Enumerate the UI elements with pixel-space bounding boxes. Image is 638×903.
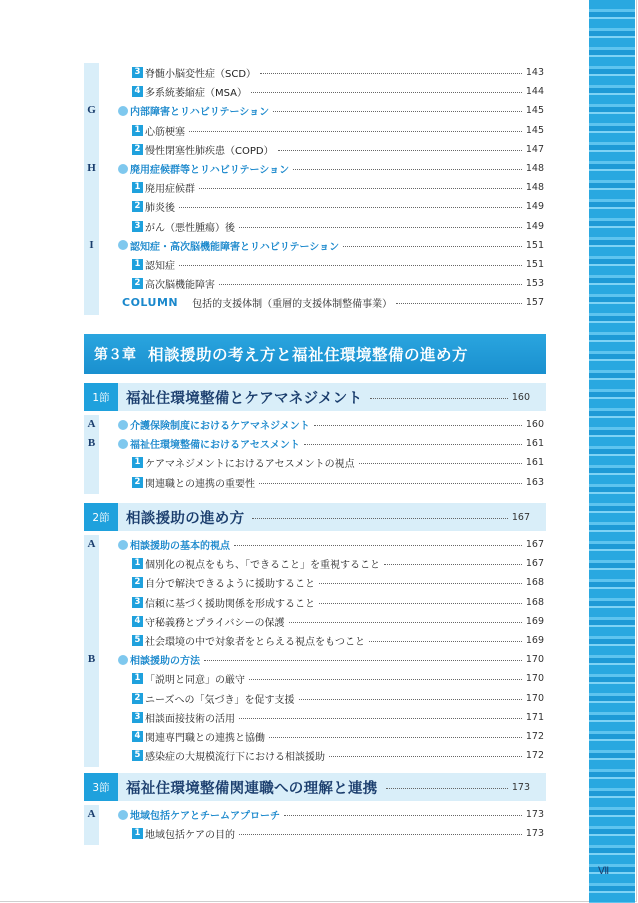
item-number-badge: 1 [132,457,143,468]
toc-item-title: 相談面接技術の活用 [145,713,235,725]
item-number-badge: 1 [132,673,143,684]
page-number: 168 [525,577,544,589]
item-number-badge: 2 [132,201,143,212]
toc-item-title: 信頼に基づく援助関係を形成すること [145,598,315,610]
toc-item-row[interactable] [132,554,544,573]
section-letter: A [87,808,96,820]
toc-item-row[interactable] [132,473,544,492]
page-number: 160 [511,391,530,403]
dot-leader [239,718,522,719]
chapter-banner[interactable] [84,334,546,374]
page-number: 171 [525,711,544,723]
dot-leader [289,622,522,623]
page-folio: Ⅶ [598,866,610,877]
toc-section-row[interactable] [118,434,544,453]
dot-leader [189,131,522,132]
toc-item-title: 自分で解決できるように援助すること [145,579,315,591]
toc-item-row[interactable] [132,669,544,688]
item-number-badge: 3 [132,221,143,232]
toc-item-title: 関連職との連携の重要性 [145,478,255,490]
toc-item-row[interactable] [132,121,544,140]
dot-leader [396,303,522,304]
setsu-title: 福祉住環境整備とケアマネジメント [126,390,363,407]
page-number: 172 [525,750,544,762]
item-number-badge: 5 [132,750,143,761]
toc-section-title: 介護保険制度におけるケアマネジメント [130,421,310,432]
section-bullet-icon [118,420,128,430]
toc-item-title: がん（悪性腫瘍）後 [145,222,235,234]
toc-item-title: 守秘義務とプライバシーの保護 [145,617,285,629]
dot-leader [179,265,522,266]
dot-leader [319,583,522,584]
section-letter: A [87,418,96,430]
item-number-badge: 1 [132,558,143,569]
column-label: COLUMN [122,296,179,310]
dot-leader [386,788,508,789]
section-letter: B [87,437,96,450]
item-number-badge: 4 [132,616,143,627]
toc-item-title: 高次脳機能障害 [145,280,215,292]
chapter-number: 第３章 [94,347,136,363]
setsu-number: 2節 [84,503,118,531]
dot-leader [260,73,522,74]
toc-item-title: 多系統萎縮症（MSA） [145,88,248,100]
side-stripe [589,0,635,903]
page-number: 172 [525,731,544,742]
page-number: 167 [525,558,544,570]
page-number: 147 [525,143,544,155]
toc-section-title: 福祉住環境整備におけるアセスメント [130,440,300,452]
toc-item-row[interactable] [132,82,544,101]
page-number: 151 [525,239,544,251]
toc-section-row[interactable] [118,101,544,120]
toc-item-row[interactable] [132,746,544,765]
toc-item-title: 心筋梗塞 [145,126,185,138]
page-number: 149 [525,220,544,232]
toc-item-row[interactable] [132,197,544,216]
toc-item-title: 慢性閉塞性肺疾患（COPD） [145,145,274,157]
setsu-number: 3節 [84,773,118,801]
page-number: 170 [525,692,544,704]
item-number-badge: 4 [132,731,143,742]
toc-item-row[interactable] [132,824,544,843]
section-letter-column [84,63,99,315]
dot-leader [234,545,522,546]
section-bullet-icon [118,810,128,820]
section-bullet-icon [118,164,128,174]
page-number: 144 [525,86,544,98]
item-number-badge: 3 [132,712,143,723]
page-number: 145 [525,105,544,117]
item-number-badge: 2 [132,278,143,289]
toc-item-title: 脊髄小脳変性症（SCD） [145,69,257,80]
dot-leader [239,227,522,228]
dot-leader [369,641,522,642]
page-number: 173 [511,781,530,793]
dot-leader [269,737,522,738]
item-number-badge: 4 [132,86,143,97]
item-number-badge: 2 [132,577,143,588]
toc-item-title: 社会環境の中で対象者をとらえる視点をもつこと [145,637,365,648]
page-number: 170 [525,654,544,666]
page-number: 163 [525,476,544,488]
setsu-header[interactable] [84,773,546,801]
dot-leader [384,564,522,565]
toc-section-title: 内部障害とリハビリテーション [130,107,270,119]
section-bullet-icon [118,240,128,250]
toc-item-row[interactable] [132,727,544,746]
toc-section-title: 廃用症候群等とリハビリテーション [130,165,290,176]
dot-leader [199,188,522,189]
dot-leader [204,660,522,661]
page-number: 170 [525,673,544,685]
page-number: 160 [525,419,544,430]
page-number: 153 [525,278,544,290]
dot-leader [284,815,522,816]
toc-item-title: 個別化の視点をもち、「できること」を重視すること [145,560,380,572]
column-title: 包括的支援体制（重層的支援体制整備事業） [192,299,393,311]
setsu-title: 福祉住環境整備関連職への理解と連携 [126,780,378,797]
page-number: 161 [525,438,544,450]
page-number: 148 [525,163,544,174]
item-number-badge: 3 [132,597,143,608]
toc-item-row[interactable] [132,274,544,293]
item-number-badge: 1 [132,125,143,136]
page-number: 157 [525,297,544,309]
page-number: 143 [525,67,544,78]
chapter-title: 相談援助の考え方と福祉住環境整備の進め方 [148,346,469,364]
dot-leader [370,398,507,399]
section-letter-column [84,535,99,767]
toc-section-title: 地域包括ケアとチームアプローチ [130,811,280,822]
setsu-header[interactable] [84,503,546,531]
toc-item-title: 廃用症候群 [145,184,195,196]
toc-item-title: 肺炎後 [145,203,175,215]
section-letter: B [87,653,96,666]
setsu-header[interactable] [84,383,546,411]
dot-leader [273,111,522,112]
section-letter: G [87,104,96,117]
page-number: 161 [525,457,544,469]
toc-item-title: 認知症 [145,261,175,272]
setsu-title: 相談援助の進め方 [126,510,245,527]
toc-item-row[interactable] [132,255,544,274]
page-number: 173 [525,809,544,820]
dot-leader [278,150,522,151]
item-number-badge: 2 [132,693,143,704]
section-bullet-icon [118,439,128,449]
page-number: 167 [525,539,544,550]
item-number-badge: 5 [132,635,143,646]
section-letter: I [89,238,94,251]
toc-section-title: 認知症・高次脳機能障害とリハビリテーション [130,241,340,253]
toc-item-row[interactable] [132,140,544,159]
section-bullet-icon [118,655,128,665]
toc-item-title: 感染症の大規模流行下における相談援助 [145,752,325,764]
dot-leader [249,679,522,680]
page-number: 148 [525,182,544,194]
toc-item-title: ニーズへの「気づき」を促す支援 [145,694,295,706]
section-bullet-icon [118,106,128,116]
toc-section-title: 相談援助の方法 [130,656,200,668]
toc-item-title: ケアマネジメントにおけるアセスメントの視点 [145,459,355,471]
setsu-number: 1節 [84,383,118,411]
toc-item-title: 関連専門職との連携と協働 [145,733,265,744]
section-bullet-icon [118,540,128,550]
dot-leader [314,425,522,426]
dot-leader [251,92,522,93]
toc-item-row[interactable] [132,593,544,612]
item-number-badge: 1 [132,182,143,193]
toc-item-row[interactable] [132,63,544,82]
dot-leader [343,246,522,247]
dot-leader [259,483,522,484]
dot-leader [219,284,522,285]
toc-section-row[interactable] [118,535,544,554]
item-number-badge: 2 [132,144,143,155]
toc-section-row[interactable] [118,159,544,178]
page-number: 169 [525,615,544,627]
toc-item-row[interactable] [132,612,544,631]
toc-item-row[interactable] [132,689,544,708]
toc-item-row[interactable] [132,708,544,727]
toc-section-row[interactable] [118,650,544,669]
item-number-badge: 3 [132,67,143,78]
dot-leader [252,518,507,519]
toc-item-row[interactable] [132,178,544,197]
page-number: 169 [525,635,544,646]
section-letter: A [87,538,96,550]
page-number: 167 [511,511,530,523]
dot-leader [304,444,522,445]
toc-section-title: 相談援助の基本的視点 [130,541,230,552]
dot-leader [299,699,522,700]
toc-item-title: 「説明と同意」の厳守 [145,675,245,687]
page-number: 168 [525,596,544,608]
dot-leader [359,463,522,464]
toc-item-row[interactable] [132,453,544,472]
dot-leader [239,834,522,835]
page-number: 145 [525,124,544,136]
dot-leader [319,603,522,604]
column-row[interactable] [122,293,544,312]
dot-leader [293,169,522,170]
dot-leader [179,207,522,208]
toc-item-row[interactable] [132,217,544,236]
toc-item-row[interactable] [132,573,544,592]
section-letter: H [87,162,96,174]
page-number: 173 [525,828,544,840]
page-number: 149 [525,201,544,213]
toc-section-row[interactable] [118,805,544,824]
item-number-badge: 1 [132,828,143,839]
toc-item-title: 地域包括ケアの目的 [145,830,235,842]
item-number-badge: 2 [132,477,143,488]
toc-section-row[interactable] [118,236,544,255]
page-number: 151 [525,259,544,270]
toc-item-row[interactable] [132,631,544,650]
dot-leader [329,756,522,757]
item-number-badge: 1 [132,259,143,270]
toc-section-row[interactable] [118,415,544,434]
